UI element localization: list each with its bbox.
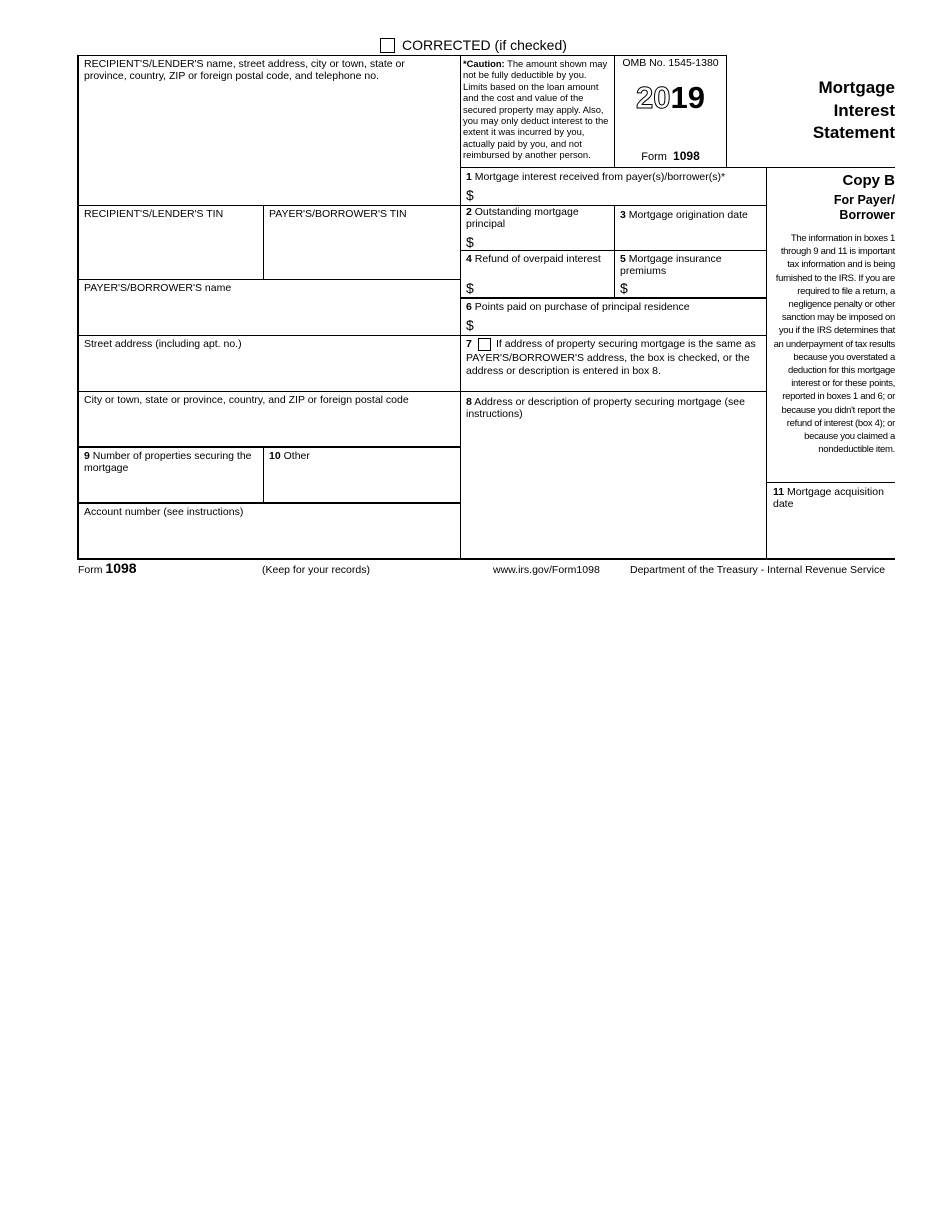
footer-form-id bbox=[78, 561, 137, 577]
box1-label bbox=[466, 171, 764, 183]
street-address-label: Street address (including apt. no.) bbox=[84, 338, 242, 350]
box8-field[interactable] bbox=[462, 424, 764, 557]
divider-main bbox=[460, 55, 461, 559]
box2-number: 2 bbox=[466, 206, 472, 218]
omb-number: OMB No. 1545-1380 bbox=[622, 57, 719, 69]
form-bottom-border bbox=[77, 558, 895, 560]
box2-label bbox=[466, 206, 606, 230]
city-label: City or town, state or province, country, and ZIP or foreign postal code bbox=[84, 394, 409, 406]
box4-number: 4 bbox=[466, 253, 472, 265]
box2-currency: $ bbox=[466, 234, 474, 250]
box2-field[interactable] bbox=[478, 232, 612, 249]
payer-name-field[interactable] bbox=[78, 297, 459, 334]
caution-lead: *Caution: bbox=[463, 58, 505, 69]
box4-currency: $ bbox=[466, 280, 474, 296]
recipient-name-field[interactable] bbox=[78, 84, 459, 204]
footer-department: Department of the Treasury - Internal Revenue Service bbox=[630, 564, 886, 576]
box11-label bbox=[773, 486, 895, 510]
footer-url: www.irs.gov/Form1098 bbox=[493, 564, 600, 576]
divider-copy bbox=[766, 167, 767, 559]
copy-subtitle-line1: For Payer/ bbox=[833, 193, 895, 207]
box1-field[interactable] bbox=[478, 186, 764, 204]
line-above-box11 bbox=[766, 482, 895, 483]
box10-text: Other bbox=[283, 450, 310, 462]
box1-number: 1 bbox=[466, 171, 472, 183]
box4-text: Refund of overpaid interest bbox=[474, 253, 601, 265]
box7-text: If address of property securing mortgage is the same as PAYER'S/BORROWER'S address, the box is checked, or the address or description is entered in box 8. bbox=[466, 338, 756, 377]
box5-label bbox=[620, 253, 760, 277]
account-number-field[interactable] bbox=[78, 521, 459, 557]
box6-field[interactable] bbox=[478, 316, 764, 334]
box6-text: Points paid on purchase of principal residence bbox=[474, 301, 690, 313]
divider-omb-right bbox=[726, 55, 727, 167]
form-top-border bbox=[77, 55, 727, 56]
box10-field[interactable] bbox=[264, 464, 459, 501]
form-title-line2: Interest bbox=[833, 100, 895, 120]
copy-subtitle bbox=[770, 193, 895, 222]
line-under-box2 bbox=[460, 250, 766, 251]
box11-number: 11 bbox=[773, 486, 785, 498]
box9-label bbox=[84, 450, 262, 474]
form-title-line1: Mortgage bbox=[818, 78, 895, 97]
copy-title: Copy B bbox=[842, 172, 895, 189]
form-title bbox=[730, 77, 895, 145]
caution-text bbox=[463, 58, 613, 161]
footer-keep: (Keep for your records) bbox=[262, 564, 370, 576]
account-number-label: Account number (see instructions) bbox=[84, 506, 244, 518]
divider-box2-3 bbox=[614, 205, 615, 298]
box2-text: Outstanding mortgage principal bbox=[466, 206, 579, 230]
omb-form-number: 1098 bbox=[673, 149, 700, 163]
box4-label bbox=[466, 253, 606, 265]
box6-label bbox=[466, 301, 764, 313]
tax-year-prefix: 20 bbox=[636, 80, 671, 115]
form-title-line3: Statement bbox=[812, 123, 895, 142]
line-under-city bbox=[77, 446, 460, 448]
line-under-omb bbox=[460, 167, 895, 168]
box5-number: 5 bbox=[620, 253, 626, 265]
recipient-tin-field[interactable] bbox=[78, 224, 262, 278]
box1-currency: $ bbox=[466, 187, 474, 203]
box11-field[interactable] bbox=[768, 512, 895, 557]
box3-number: 3 bbox=[620, 209, 626, 221]
line-under-tin bbox=[77, 279, 460, 280]
box5-field[interactable] bbox=[632, 279, 764, 296]
box10-number: 10 bbox=[269, 450, 281, 462]
box3-field[interactable] bbox=[616, 225, 764, 249]
box8-text: Address or description of property securing mortgage (see instructions) bbox=[466, 396, 745, 420]
payer-name-label: PAYER'S/BORROWER'S name bbox=[84, 282, 232, 294]
box9-field[interactable] bbox=[78, 476, 262, 501]
box6-currency: $ bbox=[466, 317, 474, 333]
line-under-box4 bbox=[460, 297, 766, 299]
box9-number: 9 bbox=[84, 450, 90, 462]
box5-currency: $ bbox=[620, 280, 628, 296]
street-address-field[interactable] bbox=[78, 354, 459, 390]
line-under-recipient bbox=[77, 205, 460, 206]
box4-field[interactable] bbox=[478, 279, 612, 296]
footer-form-word: Form bbox=[78, 564, 103, 576]
recipient-tin-label: RECIPIENT'S/LENDER'S TIN bbox=[84, 208, 224, 220]
omb-form-word: Form bbox=[641, 151, 667, 163]
line-under-street bbox=[77, 391, 766, 392]
box3-label bbox=[620, 209, 764, 221]
line-under-payer-name bbox=[77, 335, 766, 336]
tax-year bbox=[615, 80, 726, 116]
corrected-label: CORRECTED (if checked) bbox=[402, 37, 567, 53]
box7-number: 7 bbox=[466, 338, 472, 350]
caution-body: The amount shown may not be fully deductible by you. Limits based on the loan amount and the cost and value of the secured property may apply. Also, you may only deduct interest to the extent it was incurred by you, actually paid by you, and not reimbursed by another person. bbox=[463, 58, 609, 161]
box5-text: Mortgage insurance premiums bbox=[620, 253, 722, 277]
city-field[interactable] bbox=[78, 410, 459, 445]
box9-text: Number of properties securing the mortgage bbox=[84, 450, 252, 474]
tax-year-suffix: 19 bbox=[670, 80, 705, 115]
line-under-box9 bbox=[77, 502, 460, 504]
box3-text: Mortgage origination date bbox=[628, 209, 748, 221]
footer-form-number: 1098 bbox=[105, 560, 137, 576]
box8-number: 8 bbox=[466, 396, 472, 408]
box8-label bbox=[466, 396, 764, 420]
omb-form-id bbox=[615, 149, 726, 163]
box11-text: Mortgage acquisition date bbox=[773, 486, 884, 510]
box6-number: 6 bbox=[466, 301, 472, 313]
copy-notice: The information in boxes 1 through 9 and 11 is important tax information and is being furnished to the IRS. If you are required to file a return, a negligence penalty or other sanction may be imposed on you if the IRS determines that an underpayment of tax results because you overstated a deduction for this mortgage interest or for these points, reported in boxes 1 and 6; or because you didn't report the refund of interest (box 4); or because you claimed a nondeductible item. bbox=[773, 233, 895, 456]
box1-text: Mortgage interest received from payer(s)/borrower(s)* bbox=[474, 171, 726, 183]
payer-tin-label: PAYER'S/BORROWER'S TIN bbox=[269, 208, 407, 220]
copy-subtitle-line2: Borrower bbox=[839, 207, 895, 222]
box10-label bbox=[269, 450, 457, 462]
corrected-checkbox[interactable] bbox=[380, 38, 395, 53]
recipient-name-label: RECIPIENT'S/LENDER'S name, street address, city or town, state or province, country, ZIP or foreign postal code, and telephone no. bbox=[84, 58, 405, 82]
payer-tin-field[interactable] bbox=[264, 224, 459, 278]
